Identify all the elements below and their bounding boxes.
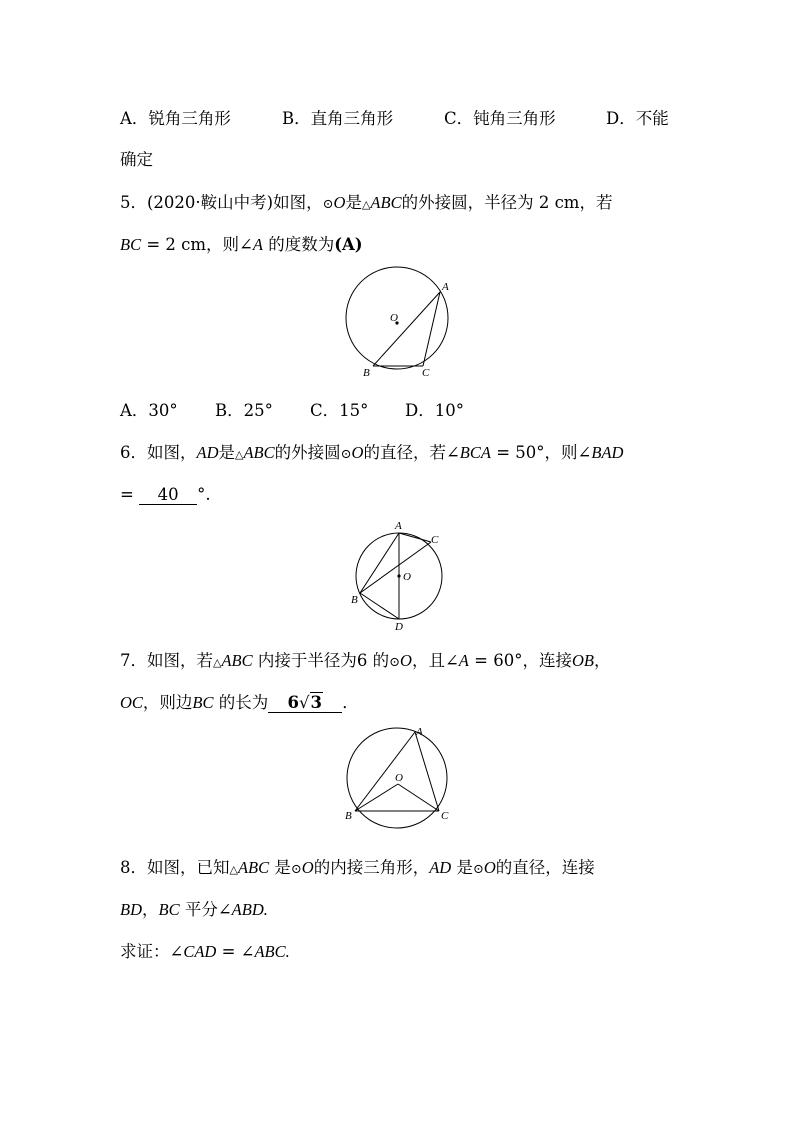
q8-line-2: BD，BC 平分∠ABD.	[120, 900, 268, 919]
q5-label-o: O	[390, 312, 398, 324]
q6-label-d: D	[395, 621, 403, 633]
q5-option-d: D．10°	[405, 401, 464, 420]
q6-segment-bd	[360, 593, 399, 619]
q7-line-2: OC，则边BC 的长为 6√3 ．	[120, 693, 359, 712]
q5-figure	[340, 266, 460, 382]
q5-answer: (A)	[334, 235, 363, 254]
q8-line-1: 8．如图，已知△ABC 是⊙O的内接三角形，AD 是⊙O的直径，连接	[120, 858, 595, 877]
q6-line-2: = 40 °.	[120, 485, 211, 504]
q6-segment-ac	[399, 533, 431, 542]
q5-option-b: B．25°	[215, 401, 273, 420]
q7-segment-oc	[398, 784, 439, 811]
q4-option-c: C．钝角三角形	[444, 109, 556, 128]
q7-segment-ob	[355, 784, 398, 811]
q6-segment-ab	[360, 533, 399, 593]
q7-line-1: 7．如图，若△ABC 内接于半径为6 的⊙O，且∠A = 60°，连接OB，	[120, 651, 611, 670]
q7-label-a: A	[416, 726, 423, 738]
q7-segment-ab	[355, 732, 415, 811]
q5-label-a: A	[442, 281, 449, 293]
q7-label-o: O	[395, 772, 403, 784]
q6-label-c: C	[431, 534, 439, 546]
q6-line-1: 6．如图，AD是△ABC的外接圆⊙O的直径，若∠BCA = 50°，则∠BAD	[120, 443, 624, 462]
q5-option-c: C．15°	[310, 401, 369, 420]
q4-option-d-wrap: 确定	[120, 150, 153, 169]
q5-line-1: 5．(2020·鞍山中考)如图，⊙O是△ABC的外接圆，半径为 2 cm，若	[120, 193, 613, 212]
q5-label-b: B	[363, 367, 370, 379]
q7-segment-ac	[415, 732, 439, 811]
q6-segment-bc	[360, 542, 431, 593]
q5-segment-ab	[373, 292, 440, 366]
q4-option-b: B．直角三角形	[282, 109, 394, 128]
q5-line-2: BC = 2 cm，则∠A 的度数为(A)	[120, 235, 363, 254]
q4-option-a: A．锐角三角形	[120, 109, 231, 128]
q7-label-c: C	[441, 810, 449, 822]
q6-answer: 40	[139, 486, 197, 505]
q6-label-b: B	[351, 594, 358, 606]
q8-line-3: 求证：∠CAD = ∠ABC.	[120, 942, 290, 961]
q6-center-point	[397, 574, 400, 577]
q5-options	[120, 400, 464, 422]
q6-figure	[345, 518, 455, 634]
q7-label-b: B	[345, 810, 352, 822]
q7-figure	[340, 724, 460, 840]
q5-label-c: C	[422, 367, 430, 379]
q6-label-o: O	[403, 571, 411, 583]
q6-label-a: A	[395, 520, 402, 532]
q4-option-d: D．不能	[606, 109, 669, 128]
q4-options	[120, 108, 669, 130]
q7-answer: 6√3	[268, 694, 342, 713]
q5-option-a: A．30°	[120, 401, 178, 420]
